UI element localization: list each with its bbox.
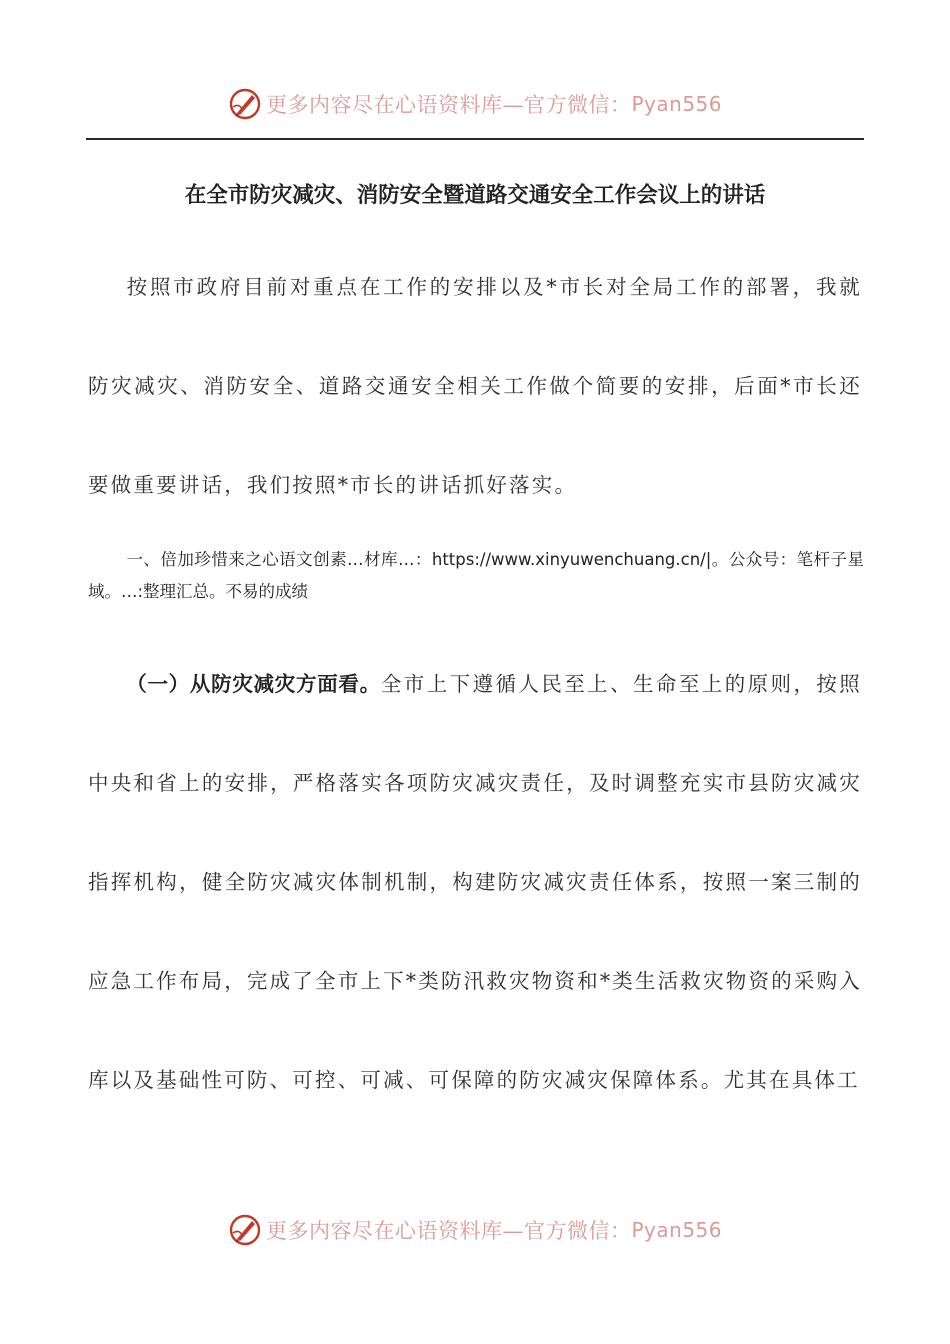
intro-text: 按照市政府目前对重点在工作的安排以及*市长对全局工作的部署，我就防灾减灾、消防安全、道路交通安全相关工作做个简要的安排，后面*市长还要做重要讲话，我们按照*市长的讲话抓好落实。 (88, 275, 862, 497)
intro-paragraph (88, 238, 862, 535)
header-divider (86, 138, 864, 140)
banner-text: 更多内容尽在心语资料库—官方微信： (265, 1219, 632, 1243)
banner-wechat-id: Pyan556 (631, 1218, 722, 1242)
footer-banner (0, 1210, 950, 1250)
pen-logo-icon (228, 87, 262, 121)
banner-wechat-id: Pyan556 (631, 92, 722, 116)
header-banner (0, 84, 950, 124)
document-title: 在全市防灾减灾、消防安全暨道路交通安全工作会议上的讲话 (184, 183, 766, 208)
subsection-body: 全市上下遵循人民至上、生命至上的原则，按照中央和省上的安排，严格落实各项防灾减灾责任，及时调整充实市县防灾减灾指挥机构，健全防灾减灾体制机制，构建防灾减灾责任体系，按照一案三制的应急工作布局，完成了全市上下*类防汛救灾物资和*类生活救灾物资的采购入库以及基础性可防、可控、可减、可保障的防灾减灾保障体系。尤其在具体工 (88, 672, 862, 1092)
subsection-paragraph (88, 635, 862, 1130)
section-heading-note (88, 544, 864, 608)
pen-logo-icon (228, 1213, 262, 1247)
section-note-text: 一、倍加珍惜来之心语文创素…材库…：https://www.xinyuwenchuang.cn/|。公众号：笔杆子星域。…:整理汇总。不易的成绩 (88, 550, 864, 601)
banner-text: 更多内容尽在心语资料库—官方微信： (265, 93, 632, 117)
subsection-lead: （一）从防灾减灾方面看。 (126, 672, 381, 696)
